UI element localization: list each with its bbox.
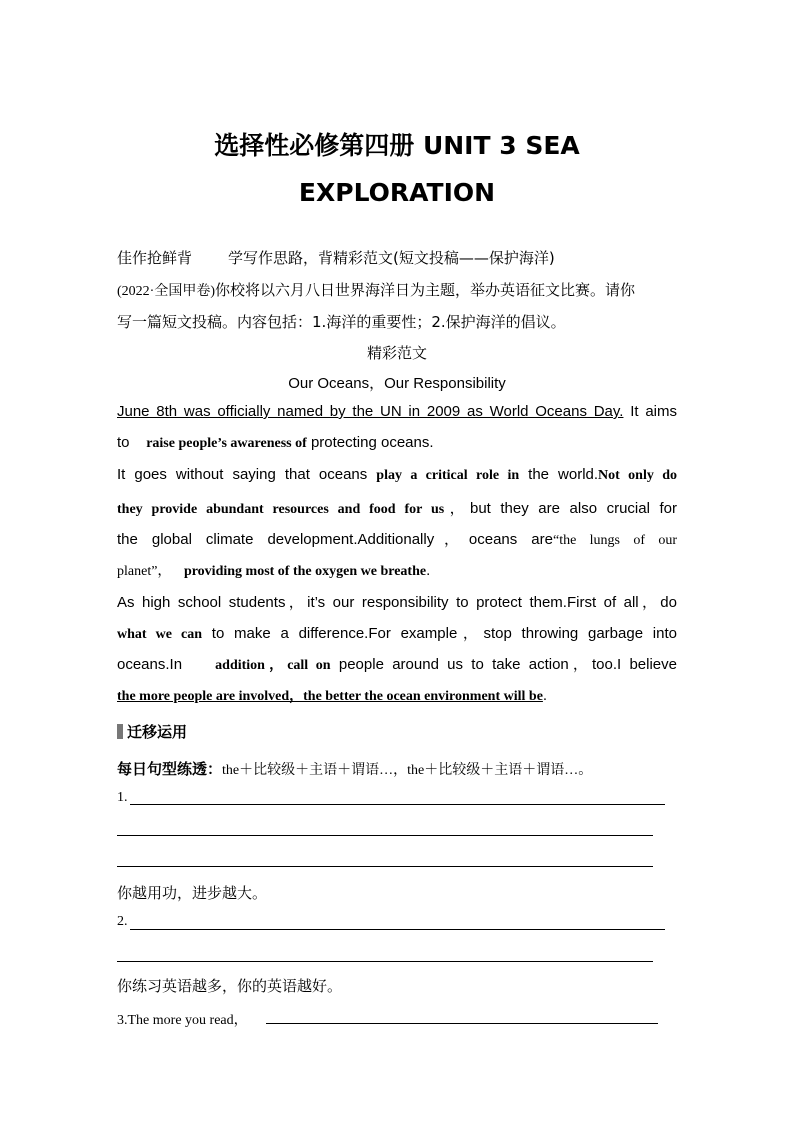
task-text-1: 你校将以六月八日世界海洋日为主题，举办英语征文比赛。请你 <box>215 281 636 299</box>
essay-text: It goes without saying that oceans <box>117 466 368 483</box>
essay-text: to make a difference.For example，stop throwing garbage into <box>211 625 677 642</box>
essay-line-1 <box>117 403 677 420</box>
essay-bold-phrase: they provide abundant resources and food for us <box>117 502 445 517</box>
essay-line-9 <box>117 653 677 674</box>
essay-quote: planet”， <box>117 564 172 579</box>
answer-line[interactable] <box>130 929 665 930</box>
intro-line <box>117 247 677 268</box>
page-title-line-2: EXPLORATION <box>298 178 496 207</box>
answer-line[interactable] <box>117 866 653 867</box>
item-3-prompt: 3.The more you read， <box>117 1013 248 1028</box>
essay-bold-phrase: play a critical role in <box>376 468 520 483</box>
section-heading <box>117 721 677 742</box>
essay-text: ，but they are also crucial for <box>444 500 678 517</box>
practice-pattern: the＋比较级＋主语＋谓语…，the＋比较级＋主语＋谓语…。 <box>222 763 593 778</box>
practice-label: 每日句型练透： <box>117 760 223 778</box>
essay-text: oceans.In <box>117 656 183 673</box>
essay-bold-phrase: raise people’s awareness of <box>146 436 307 451</box>
essay-line-3 <box>117 466 677 484</box>
essay-quote: “the lungs of our <box>552 533 678 548</box>
answer-line[interactable] <box>266 1023 658 1024</box>
essay-line-6 <box>117 560 677 580</box>
intro-description: 学写作思路，背精彩范文(短文投稿——保护海洋) <box>228 249 555 267</box>
item-1-hint: 你越用功，进步越大。 <box>117 884 268 902</box>
essay-text: protecting oceans. <box>310 434 434 451</box>
essay-text: the global climate development.Additionally，oceans are <box>117 531 553 548</box>
essay-text: It aims <box>630 403 677 420</box>
essay-line-2 <box>117 434 677 452</box>
essay-line-4 <box>117 497 677 518</box>
answer-line[interactable] <box>117 961 653 962</box>
essay-bold-underlined-sentence: the more people are involved，the better the ocean environment will be <box>117 689 543 704</box>
item-2-hint: 你练习英语越多，你的英语越好。 <box>117 977 343 995</box>
essay-text: the world. <box>528 466 599 483</box>
essay-bold-phrase: addition，call on <box>215 658 331 673</box>
essay-text: . <box>542 687 548 704</box>
practice-line <box>117 758 677 779</box>
essay-title: Our Oceans，Our Responsibility <box>288 375 506 392</box>
section-heading-text: 迁移运用 <box>127 723 188 741</box>
page-title-line-1: 选择性必修第四册 UNIT 3 SEA <box>214 131 580 160</box>
item-2-number: 2. <box>117 914 128 929</box>
essay-underlined-sentence: June 8th was officially named by the UN in 2009 as World Oceans Day. <box>117 403 624 420</box>
essay-text: people around us to take action，too.I believe <box>338 656 677 673</box>
essay-bold-phrase: providing most of the oxygen we breathe <box>183 564 427 579</box>
essay-text: to <box>117 434 130 451</box>
answer-line[interactable] <box>130 804 665 805</box>
model-essay-heading: 精彩范文 <box>366 344 427 362</box>
essay-text: . <box>426 562 431 579</box>
task-source: (2022·全国甲卷) <box>117 284 215 299</box>
essay-bold-phrase: Not only do <box>598 468 677 483</box>
essay-line-10 <box>117 685 677 705</box>
answer-line[interactable] <box>117 835 653 836</box>
essay-bold-phrase: what we can <box>117 627 203 642</box>
task-line-1 <box>117 279 677 300</box>
intro-label: 佳作抢鲜背 <box>117 249 193 267</box>
task-line-2: 写一篇短文投稿。内容包括：1.海洋的重要性；2.保护海洋的倡议。 <box>117 313 566 331</box>
item-1-number: 1. <box>117 790 128 805</box>
section-marker-icon <box>117 724 123 739</box>
essay-line-5 <box>117 528 677 549</box>
essay-line-8 <box>117 622 677 643</box>
essay-line-7: As high school students，it’s our responsibility to protect them.First of all，do <box>117 594 677 611</box>
